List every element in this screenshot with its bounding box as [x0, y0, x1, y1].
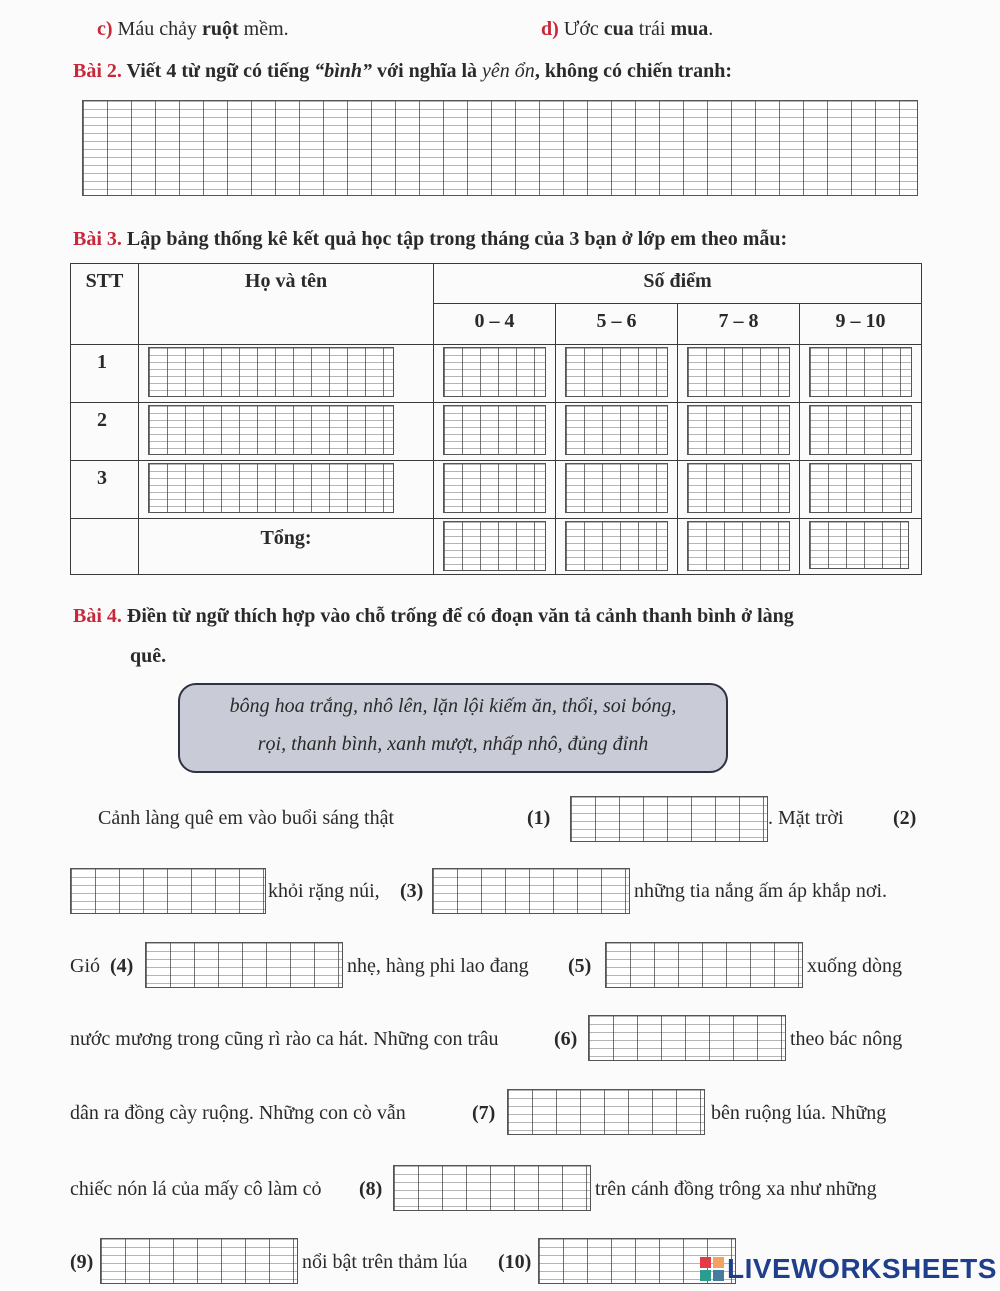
header-name: Họ và tên [138, 263, 434, 345]
row3-input-9-10[interactable] [809, 463, 912, 513]
bai2-heading [73, 60, 732, 83]
bai3-heading [73, 228, 787, 251]
blank-number-6: (6) [554, 1028, 578, 1050]
total-input-5-6[interactable] [565, 521, 668, 571]
bai3-label: Bài 3. [73, 228, 122, 250]
passage-text-2: . Mặt trời [768, 807, 844, 829]
item-c-end: mềm. [238, 18, 289, 40]
blank-input-7[interactable] [507, 1089, 705, 1135]
passage-text-1: Cảnh làng quê em vào buổi sáng thật [98, 807, 395, 829]
row3-input-5-6[interactable] [565, 463, 668, 513]
bai4-label: Bài 4. [73, 605, 122, 627]
row1-input-7-8[interactable] [687, 347, 790, 397]
bai2-answer-grid[interactable] [82, 100, 918, 196]
item-d-bold2: mua [670, 18, 709, 40]
bai4-text-line2: quê. [130, 645, 167, 667]
header-range-5-6: 5 – 6 [555, 303, 678, 345]
blank-number-4: (4) [110, 955, 134, 977]
passage-text-12: chiếc nón lá của mấy cô làm cỏ [70, 1178, 322, 1200]
blank-number-1: (1) [527, 807, 551, 829]
row3-input-7-8[interactable] [687, 463, 790, 513]
bai3-text: Lập bảng thống kê kết quả học tập trong tháng của 3 bạn ở lớp em theo mẫu: [126, 228, 788, 250]
header-score: Số điểm [433, 263, 922, 304]
item-d-mid: trái [633, 18, 671, 40]
passage-text-9: theo bác nông [790, 1028, 903, 1050]
row1-input-5-6[interactable] [565, 347, 668, 397]
total-label: Tổng: [138, 518, 434, 575]
blank-number-5: (5) [568, 955, 592, 977]
item-c-bold: ruột [201, 18, 239, 40]
bai4-heading [73, 605, 794, 628]
passage-text-10: dân ra đồng cày ruộng. Những con cò vẫn [70, 1102, 406, 1124]
blank-input-1[interactable] [570, 796, 768, 842]
row2-input-0-4[interactable] [443, 405, 546, 455]
row2-input-7-8[interactable] [687, 405, 790, 455]
blank-input-6[interactable] [588, 1015, 786, 1061]
bai2-label: Bài 2. [73, 60, 122, 82]
blank-number-7: (7) [472, 1102, 496, 1124]
item-c-text: Máu chảy [117, 18, 202, 40]
total-input-9-10[interactable] [809, 521, 909, 569]
passage-text-3: khỏi rặng núi, [268, 880, 380, 902]
bai2-quoted: “bình” [314, 60, 373, 82]
bai4-text-line1: Điền từ ngữ thích hợp vào chỗ trống để có đoạn văn tả cảnh thanh bình ở làng [126, 605, 794, 627]
row1-input-9-10[interactable] [809, 347, 912, 397]
blank-input-2[interactable] [70, 868, 266, 914]
row2-name-input[interactable] [148, 405, 394, 455]
word-bank-line1: bông hoa trắng, nhô lên, lặn lội kiếm ăn, thổi, soi bóng, [229, 695, 677, 717]
item-c-label: c) [97, 18, 113, 40]
blank-number-9: (9) [70, 1251, 94, 1273]
passage-text-11: bên ruộng lúa. Những [711, 1102, 887, 1124]
row2-input-5-6[interactable] [565, 405, 668, 455]
blank-input-5[interactable] [605, 942, 803, 988]
row3-name-input[interactable] [148, 463, 394, 513]
header-range-9-10: 9 – 10 [799, 303, 922, 345]
blank-input-9[interactable] [100, 1238, 298, 1284]
passage-text-4: những tia nắng ấm áp khắp nơi. [634, 880, 888, 902]
blank-number-10: (10) [498, 1251, 532, 1273]
row1-input-0-4[interactable] [443, 347, 546, 397]
total-input-0-4[interactable] [443, 521, 546, 571]
total-input-7-8[interactable] [687, 521, 790, 571]
bai2-text-post: , không có chiến tranh: [534, 60, 733, 82]
row-number-1: 1 [70, 344, 139, 403]
top-line-c [97, 18, 289, 41]
header-range-0-4: 0 – 4 [433, 303, 556, 345]
passage-text-13: trên cánh đồng trông xa như những [595, 1178, 877, 1200]
blank-input-3[interactable] [432, 868, 630, 914]
bai2-meaning: yên ổn [482, 60, 535, 82]
passage-text-6: nhẹ, hàng phi lao đang [347, 955, 529, 977]
passage-text-5: Gió [70, 955, 100, 977]
passage-text-7: xuống dòng [807, 955, 902, 977]
liveworksheets-logo [700, 1252, 997, 1286]
liveworksheets-text: LIVEWORKSHEETS [727, 1253, 997, 1284]
blank-number-3: (3) [400, 880, 424, 902]
blank-number-2: (2) [893, 807, 917, 829]
word-bank-line2: rọi, thanh bình, xanh mượt, nhấp nhô, đủng đỉnh [257, 733, 649, 755]
header-stt: STT [70, 263, 139, 345]
item-d-label: d) [541, 18, 559, 40]
passage-text-8: nước mương trong cũng rì rào ca hát. Những con trâu [70, 1028, 499, 1050]
row-number-3: 3 [70, 460, 139, 519]
blank-input-8[interactable] [393, 1165, 591, 1211]
passage-text-14: nổi bật trên thảm lúa [302, 1251, 468, 1273]
row3-input-0-4[interactable] [443, 463, 546, 513]
blank-input-4[interactable] [145, 942, 343, 988]
bai2-text-pre: Viết 4 từ ngữ có tiếng [126, 60, 315, 82]
item-d-text: Ước [563, 18, 604, 40]
item-d-bold1: cua [603, 18, 634, 40]
bai2-text-mid: với nghĩa là [372, 60, 483, 82]
header-range-7-8: 7 – 8 [677, 303, 800, 345]
row2-input-9-10[interactable] [809, 405, 912, 455]
total-stt-cell [70, 518, 139, 575]
item-d-end: . [708, 18, 714, 40]
blank-number-8: (8) [359, 1178, 383, 1200]
row-number-2: 2 [70, 402, 139, 461]
liveworksheets-mark-icon [700, 1257, 724, 1281]
top-line-d [541, 18, 713, 41]
word-bank-box [178, 683, 728, 773]
row1-name-input[interactable] [148, 347, 394, 397]
